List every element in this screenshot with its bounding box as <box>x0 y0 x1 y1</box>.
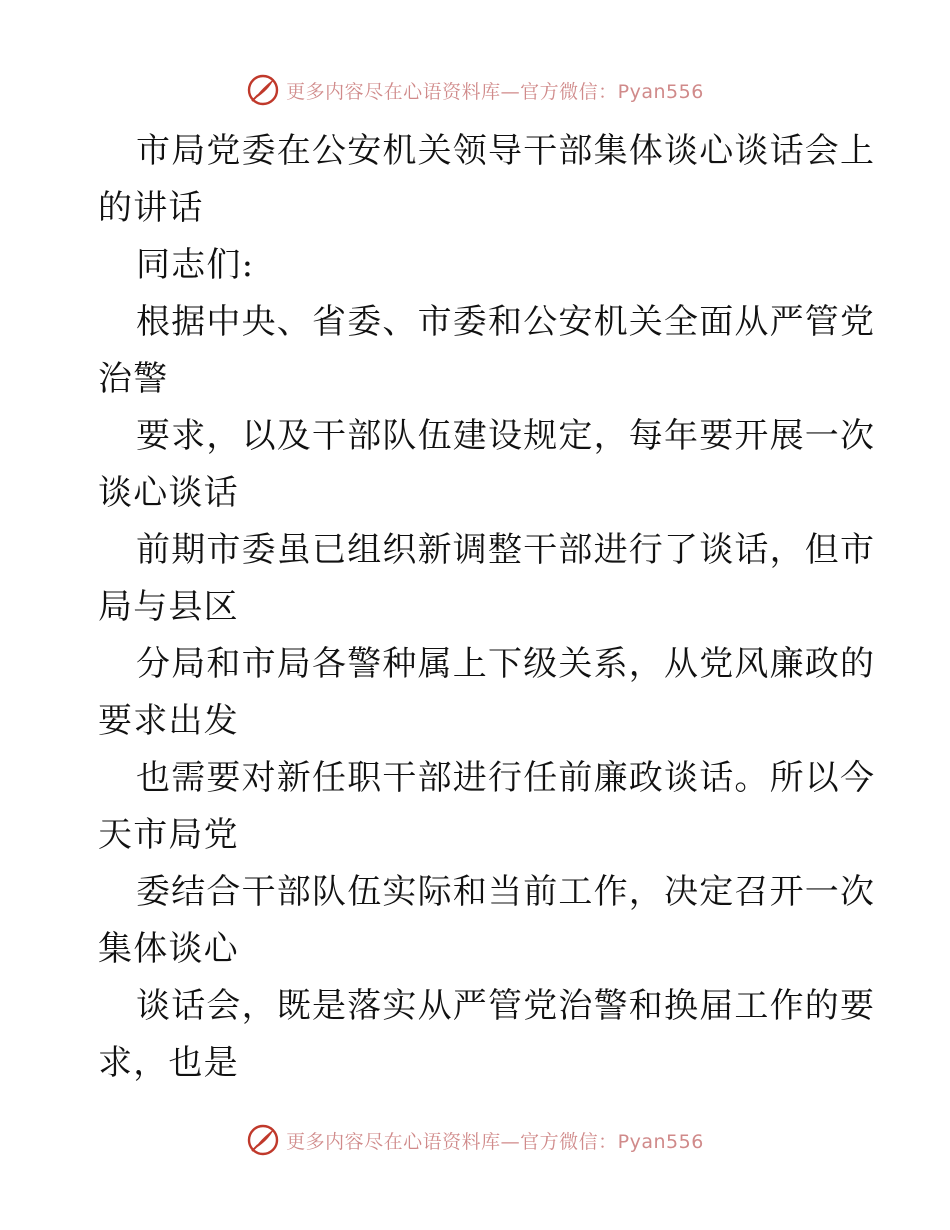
watermark-text: 更多内容尽在心语资料库—官方微信： <box>286 1130 618 1153</box>
paragraph-line: 求，也是 <box>98 1043 239 1083</box>
watermark-text: 更多内容尽在心语资料库—官方微信： <box>286 80 618 103</box>
salutation: 同志们: <box>136 245 255 285</box>
paragraph-line: 根据中央、省委、市委和公安机关全面从严管党 <box>136 302 876 342</box>
paragraph-line: 委结合干部队伍实际和当前工作，决定召开一次 <box>136 872 876 912</box>
title-line-1: 市局党委在公安机关领导干部集体谈心谈话会上 <box>136 131 876 171</box>
paragraph-line: 前期市委虽已组织新调整干部进行了谈话，但市 <box>136 530 876 570</box>
title-line-2: 的讲话 <box>98 188 204 228</box>
paragraph-line: 要求出发 <box>98 701 239 741</box>
paragraph-line: 集体谈心 <box>98 929 239 969</box>
paragraph-line: 分局和市局各警种属上下级关系，从党风廉政的 <box>136 644 876 684</box>
header-watermark <box>0 70 950 110</box>
document-body <box>98 123 876 1092</box>
paragraph-line: 天市局党 <box>98 815 239 855</box>
footer-watermark <box>0 1120 950 1160</box>
watermark-wechat-id: Pyan556 <box>617 80 704 103</box>
paragraph-line: 要求，以及干部队伍建设规定，每年要开展一次 <box>136 416 876 456</box>
paragraph-line: 治警 <box>98 359 169 399</box>
feather-logo-icon <box>246 1123 280 1157</box>
watermark-wechat-id: Pyan556 <box>617 1130 704 1153</box>
paragraph-line: 谈话会，既是落实从严管党治警和换届工作的要 <box>136 986 876 1026</box>
feather-logo-icon <box>246 73 280 107</box>
paragraph-line: 也需要对新任职干部进行任前廉政谈话。所以今 <box>136 758 876 798</box>
paragraph-line: 局与县区 <box>98 587 239 627</box>
paragraph-line: 谈心谈话 <box>98 473 239 513</box>
